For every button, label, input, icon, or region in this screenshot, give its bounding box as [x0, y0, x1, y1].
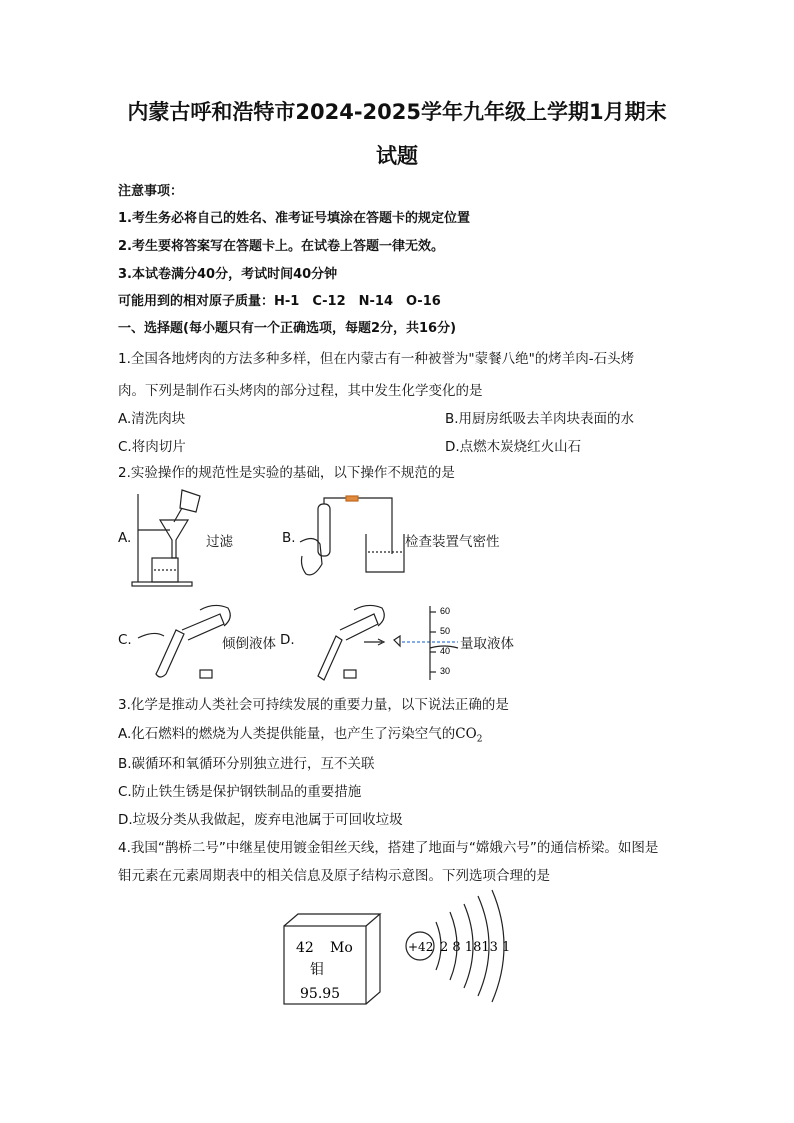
nucleus-charge: +42	[408, 940, 434, 954]
q2-option-c-letter: C.	[118, 632, 132, 648]
q2-option-d-label: 量取液体	[460, 636, 514, 652]
element-symbol: Mo	[330, 940, 353, 956]
atomic-mass-note: 可能用到的相对原子质量：H-1 C-12 N-14 O-16	[118, 294, 441, 309]
filtration-apparatus-diagram	[122, 486, 212, 591]
q2-option-d-letter: D.	[280, 632, 295, 648]
cylinder-tick-50: 50	[440, 626, 451, 636]
q3-option-a	[118, 722, 482, 745]
q2-option-a-letter: A.	[118, 530, 132, 546]
q3-stem: 3.化学是推动人类社会可持续发展的重要力量，以下说法正确的是	[118, 697, 509, 713]
q2-option-b-label: 检查装置气密性	[405, 534, 500, 550]
q3-option-d: D.垃圾分类从我做起，废弃电池属于可回收垃圾	[118, 812, 403, 828]
co2-formula-subscript: 2	[476, 734, 483, 745]
notice-item-1: 1.考生务必将自己的姓名、准考证号填涂在答题卡的规定位置	[118, 211, 470, 226]
section-heading: 一、选择题(每小题只有一个正确选项，每题2分，共16分)	[118, 321, 457, 336]
measuring-liquid-diagram	[294, 600, 476, 686]
q4-stem-line1: 4.我国“鹊桥二号”中继星使用镀金钼丝天线，搭建了地面与“嫦娥六号”的通信桥梁。如图是	[118, 840, 659, 856]
co2-formula	[455, 726, 483, 745]
q3-option-c: C.防止铁生锈是保护钢铁制品的重要措施	[118, 784, 362, 800]
cylinder-tick-60: 60	[440, 606, 451, 616]
q3-option-a-text: A.化石燃料的燃烧为人类提供能量，也产生了污染空气的	[118, 726, 456, 742]
q1-option-c: C.将肉切片	[118, 439, 186, 455]
q3-option-b: B.碳循环和氧循环分别独立进行，互不关联	[118, 756, 375, 772]
element-mass: 95.95	[300, 986, 341, 1002]
atomic-structure-diagram	[400, 888, 520, 1004]
q1-stem-line1: 1.全国各地烤肉的方法多种多样，但在内蒙古有一种被誉为"蒙餐八绝"的烤羊肉-石头烤	[118, 351, 635, 367]
element-name: 钼	[310, 962, 324, 978]
electron-shells: 2 8 1813 1	[440, 940, 511, 955]
q2-option-c-label: 倾倒液体	[222, 636, 276, 652]
notice-heading: 注意事项：	[118, 184, 184, 199]
co2-formula-main: CO	[455, 726, 477, 742]
notice-item-3: 3.本试卷满分40分，考试时间40分钟	[118, 267, 338, 282]
q2-stem: 2.实验操作的规范性是实验的基础，以下操作不规范的是	[118, 465, 455, 481]
cylinder-tick-30: 30	[440, 666, 451, 676]
q1-option-a: A.清洗肉块	[118, 411, 186, 427]
q1-option-d: D.点燃木炭烧红火山石	[445, 439, 582, 455]
exam-title-line2: 试题	[376, 144, 418, 168]
notice-item-2: 2.考生要将答案写在答题卡上。在试卷上答题一律无效。	[118, 239, 444, 254]
q1-option-b: B.用厨房纸吸去羊肉块表面的水	[445, 411, 635, 427]
periodic-table-cell-mo	[282, 912, 384, 1006]
q2-option-a-label: 过滤	[206, 534, 233, 550]
q4-stem-line2: 钼元素在元素周期表中的相关信息及原子结构示意图。下列选项合理的是	[118, 868, 550, 884]
element-number: 42	[296, 940, 314, 956]
airtightness-check-diagram	[296, 494, 408, 584]
cylinder-tick-40: 40	[440, 646, 451, 656]
exam-title-line1: 内蒙古呼和浩特市2024-2025学年九年级上学期1月期末	[127, 100, 667, 124]
q2-option-b-letter: B.	[282, 530, 296, 546]
q1-stem-line2: 肉。下列是制作石头烤肉的部分过程，其中发生化学变化的是	[118, 383, 483, 399]
